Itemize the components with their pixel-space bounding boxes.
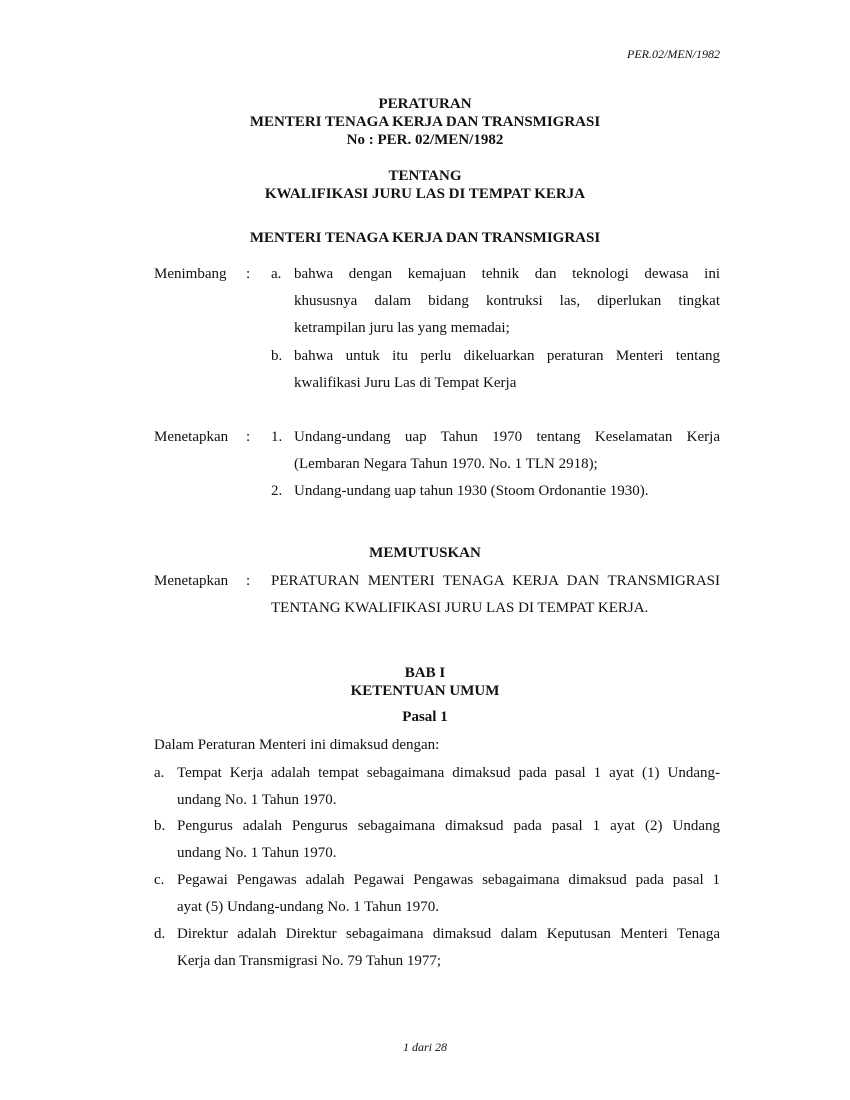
mengingat-marker-2: 2. [271, 483, 283, 499]
pasal-item-c-line-1: Pegawai Pengawas adalah Pegawai Pengawas sebagaimana dimaksud pada pasal 1 [177, 872, 720, 888]
tentang-heading: TENTANG [388, 168, 462, 184]
pasal-item-a-line-2: undang No. 1 Tahun 1970. [177, 792, 337, 808]
pasal-item-b-line-2: undang No. 1 Tahun 1970. [177, 845, 337, 861]
menimbang-item-b [294, 343, 720, 397]
pasal-item-d-line-2: Kerja dan Transmigrasi No. 79 Tahun 1977; [177, 953, 442, 969]
pasal-marker-d: d. [154, 926, 166, 942]
pasal-item-c-line-2: ayat (5) Undang-undang No. 1 Tahun 1970. [177, 899, 439, 915]
mengingat-label: Menetapkan [154, 429, 229, 445]
menimbang-item-a-line-1: bahwa dengan kemajuan tehnik dan teknologi dewasa ini [294, 266, 720, 282]
menimbang-marker-b: b. [271, 348, 283, 364]
pasal-item-a [177, 760, 720, 814]
subject-title: KWALIFIKASI JURU LAS DI TEMPAT KERJA [264, 186, 586, 202]
pasal-intro: Dalam Peraturan Menteri ini dimaksud dengan: [154, 737, 440, 753]
subject-block [0, 167, 850, 203]
memutuskan-line-2: TENTANG KWALIFIKASI JURU LAS DI TEMPAT KERJA. [271, 600, 649, 616]
title-block [0, 95, 850, 149]
pasal-marker-c: c. [154, 872, 165, 888]
mengingat-item-1 [294, 424, 720, 478]
title-line-2: MENTERI TENAGA KERJA DAN TRANSMIGRASI [249, 114, 601, 130]
pasal-marker-a: a. [154, 765, 165, 781]
bab-number: BAB I [404, 665, 446, 681]
menimbang-item-a-line-2: khususnya dalam bidang kontruksi las, diperlukan tingkat [294, 293, 720, 309]
menimbang-colon: : [246, 266, 251, 282]
menimbang-label: Menimbang [154, 266, 227, 282]
pasal-item-b-line-1: Pengurus adalah Pengurus sebagaimana dimaksud pada pasal 1 ayat (2) Undang [177, 818, 720, 834]
pasal-marker-b: b. [154, 818, 166, 834]
pasal-item-a-line-1: Tempat Kerja adalah tempat sebagaimana dimaksud pada pasal 1 ayat (1) Undang- [177, 765, 720, 781]
title-line-1: PERATURAN [378, 96, 472, 112]
pasal-item-c [177, 867, 720, 921]
mengingat-colon: : [246, 429, 251, 445]
mengingat-marker-1: 1. [271, 429, 283, 445]
bab-heading [0, 664, 850, 700]
memutuskan-colon: : [246, 573, 251, 589]
mengingat-item-2 [294, 478, 720, 505]
page-number: 1 dari 28 [402, 1040, 447, 1054]
mengingat-item-2-line-1: Undang-undang uap tahun 1930 (Stoom Ordonantie 1930). [294, 483, 649, 499]
memutuskan-label: Menetapkan [154, 573, 229, 589]
memutuskan-line-1: PERATURAN MENTERI TENAGA KERJA DAN TRANSMIGRASI [271, 573, 720, 589]
mengingat-item-1-line-1: Undang-undang uap Tahun 1970 tentang Keselamatan Kerja [294, 429, 720, 445]
pasal-item-d [177, 921, 720, 975]
memutuskan-heading: MEMUTUSKAN [369, 545, 481, 561]
pasal-heading: Pasal 1 [402, 709, 448, 725]
document-reference: PER.02/MEN/1982 [627, 47, 720, 61]
menimbang-item-a-line-3: ketrampilan juru las yang memadai; [294, 320, 510, 336]
bab-title: KETENTUAN UMUM [350, 683, 500, 699]
pasal-item-b [177, 813, 720, 867]
menimbang-item-b-line-1: bahwa untuk itu perlu dikeluarkan peraturan Menteri tentang [294, 348, 720, 364]
pasal-item-d-line-1: Direktur adalah Direktur sebagaimana dimaksud dalam Keputusan Menteri Tenaga [177, 926, 720, 942]
mengingat-item-1-line-2: (Lembaran Negara Tahun 1970. No. 1 TLN 2918); [294, 456, 598, 472]
menimbang-item-a [294, 261, 720, 342]
memutuskan-text [271, 568, 720, 622]
menimbang-item-b-line-2: kwalifikasi Juru Las di Tempat Kerja [294, 375, 517, 391]
minister-heading: MENTERI TENAGA KERJA DAN TRANSMIGRASI [249, 230, 601, 246]
title-line-3: No : PER. 02/MEN/1982 [346, 132, 504, 148]
menimbang-marker-a: a. [271, 266, 282, 282]
